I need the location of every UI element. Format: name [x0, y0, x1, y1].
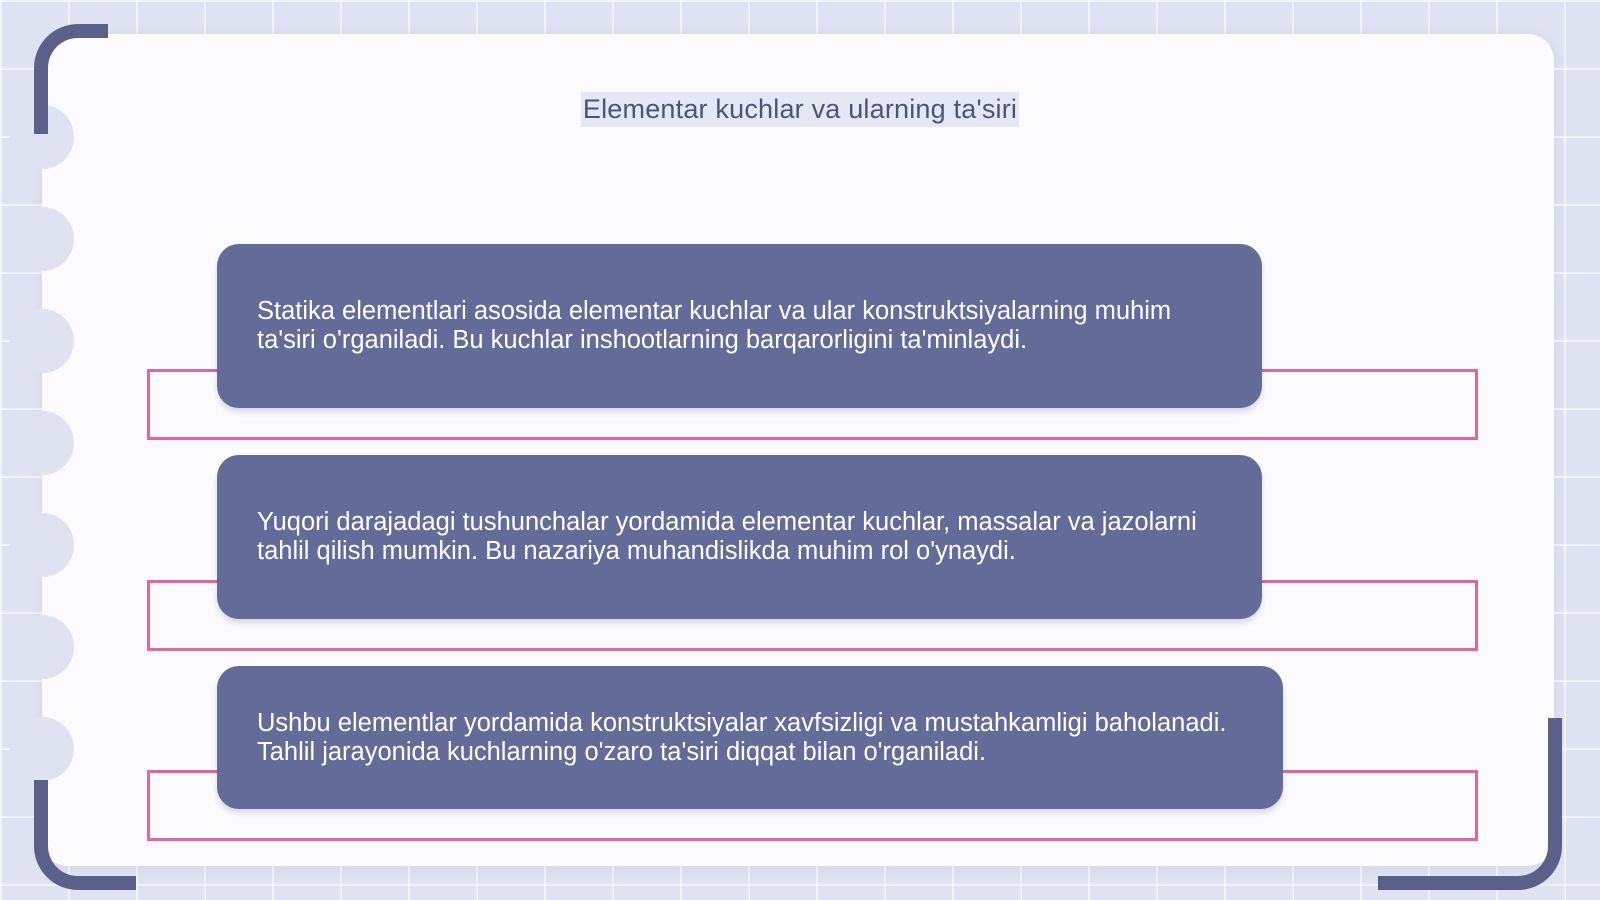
- content-card: [217, 455, 1262, 619]
- paper-scallop: [10, 717, 74, 781]
- paper-scallop: [10, 207, 74, 271]
- card-text: Ushbu elementlar yordamida konstruktsiyalar xavfsizligi va mustahkamligi baholanadi. Tahlil jarayonida kuchlarning o'zaro ta'siri diqqat bilan o'rganiladi.: [257, 708, 1227, 766]
- slide-title-wrap: [0, 92, 1600, 127]
- paper-scallop: [10, 615, 74, 679]
- corner-bracket-bottom-left: [34, 780, 136, 890]
- card-text: Statika elementlari asosida elementar kuchlar va ular konstruktsiyalarning muhim ta'siri o'rganiladi. Bu kuchlar inshootlarning barqarorligini ta'minlaydi.: [257, 297, 1172, 354]
- card-text: Yuqori darajadagi tushunchalar yordamida elementar kuchlar, massalar va jazolarni tahlil qilish mumkin. Bu nazariya muhandislikda muhim rol o'ynaydi.: [257, 508, 1197, 565]
- paper-scallop: [10, 513, 74, 577]
- paper-scallop: [10, 309, 74, 373]
- content-card: [217, 244, 1262, 408]
- slide-title: Elementar kuchlar va ularning ta'siri: [581, 92, 1019, 127]
- content-card: [217, 666, 1283, 809]
- paper-scallop: [10, 411, 74, 475]
